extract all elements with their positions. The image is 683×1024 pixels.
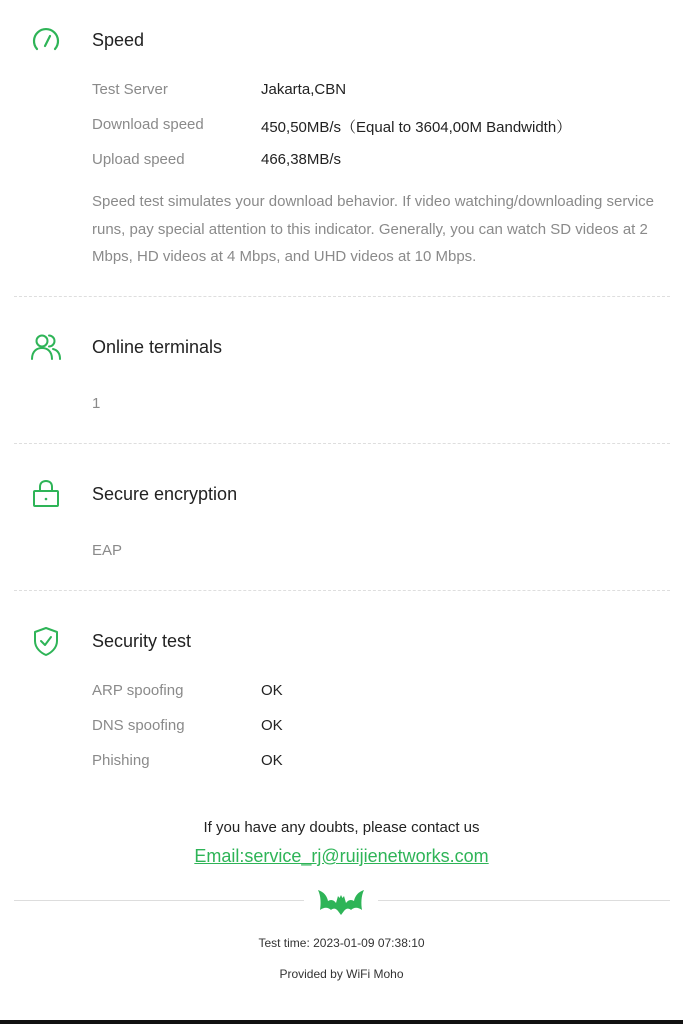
terminals-title: Online terminals [92,337,223,357]
terminals-count: 1 [92,395,101,412]
arp-spoofing-label: ARP spoofing [92,682,184,699]
logo-divider-left [14,900,304,901]
shield-check-icon [30,625,62,657]
arp-spoofing-value: OK [261,682,283,699]
phishing-label: Phishing [92,752,150,769]
test-time: Test time: 2023-01-09 07:38:10 [258,936,425,950]
lock-icon [30,478,62,510]
speed-description: Speed test simulates your download behavior. If video watching/downloading service runs, pay special attention to this indicator. Generally, you can watch SD videos at 2 Mbps, HD videos at 4 Mbps, and UHD videos at 10 Mbps. [92,193,655,265]
test-server-value: Jakarta,CBN [261,81,347,98]
divider [14,590,670,591]
phishing-value: OK [261,752,283,769]
logo-divider-right [378,900,670,901]
test-server-label: Test Server [92,81,168,98]
divider [14,443,670,444]
dns-spoofing-value: OK [261,717,283,734]
bat-logo-icon [318,884,364,916]
encryption-value: EAP [92,542,123,559]
upload-speed-value: 466,38MB/s [261,151,342,168]
divider [14,296,670,297]
encryption-title: Secure encryption [92,484,238,504]
download-speed-label: Download speed [92,116,204,133]
users-icon [30,331,62,363]
upload-speed-label: Upload speed [92,151,185,168]
contact-text: If you have any doubts, please contact us [203,819,480,836]
email-link[interactable]: Email:service_rj@ruijienetworks.com [194,846,489,866]
bottom-bar [0,1020,683,1024]
provided-by: Provided by WiFi Moho [279,967,404,981]
dns-spoofing-label: DNS spoofing [92,717,185,734]
speedometer-icon [30,24,62,56]
download-speed-value: 450,50MB/s（Equal to 3604,00M Bandwidth） [261,119,572,136]
security-title: Security test [92,631,192,651]
speed-title: Speed [92,30,145,50]
